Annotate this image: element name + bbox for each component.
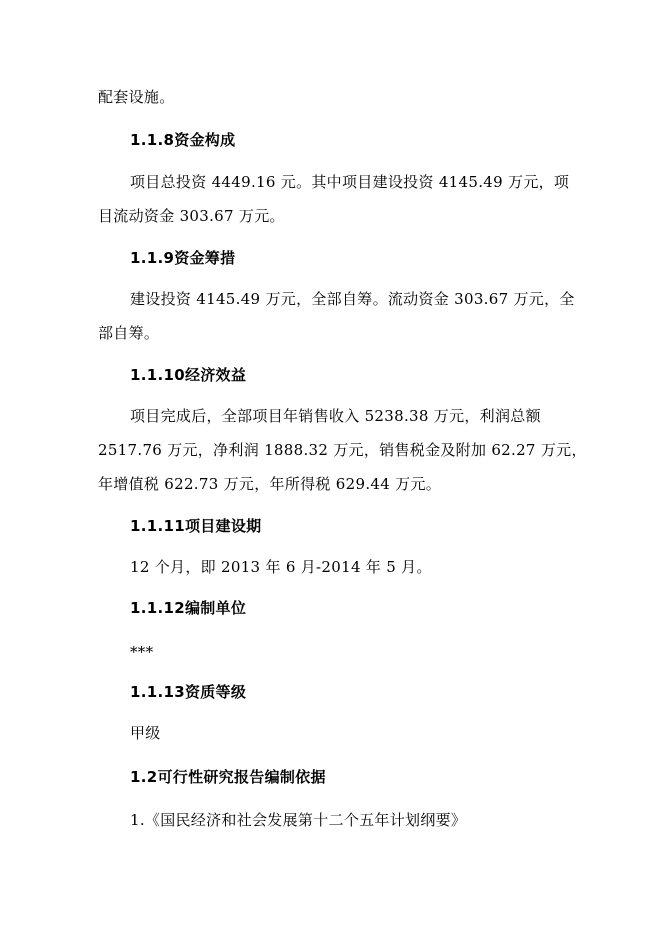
paragraph-text: 目流动资金 303.67 万元。 [98, 207, 285, 225]
paragraph-text: 1.《国民经济和社会发展第十二个五年计划纲要》 [130, 811, 467, 829]
section-heading-1-1-11: 1.1.11项目建设期 [130, 517, 262, 535]
paragraph-text: 部自筹。 [98, 324, 160, 342]
paragraph-text: 建设投资 4145.49 万元，全部自筹。流动资金 303.67 万元，全 [130, 290, 575, 308]
paragraph-text: 甲级 [130, 724, 161, 742]
section-heading-1-1-8: 1.1.8资金构成 [130, 131, 236, 149]
section-heading-1-1-12: 1.1.12编制单位 [130, 599, 247, 617]
section-heading-1-2: 1.2可行性研究报告编制依据 [130, 768, 326, 786]
paragraph-text: *** [130, 643, 154, 661]
paragraph-text: 项目总投资 4449.16 元。其中项目建设投资 4145.49 万元，项 [130, 173, 570, 191]
paragraph-text: 项目完成后，全部项目年销售收入 5238.38 万元，利润总额 [130, 407, 541, 425]
section-heading-1-1-13: 1.1.13资质等级 [130, 683, 247, 701]
paragraph-text: 年增值税 622.73 万元，年所得税 629.44 万元。 [98, 475, 442, 493]
paragraph-text: 配套设施。 [98, 88, 175, 106]
section-heading-1-1-9: 1.1.9资金筹措 [130, 249, 236, 267]
paragraph-text: 12 个月，即 2013 年 6 月-2014 年 5 月。 [130, 558, 432, 576]
section-heading-1-1-10: 1.1.10经济效益 [130, 366, 247, 384]
paragraph-text: 2517.76 万元，净利润 1888.32 万元，销售税金及附加 62.27 万元， [98, 441, 587, 459]
